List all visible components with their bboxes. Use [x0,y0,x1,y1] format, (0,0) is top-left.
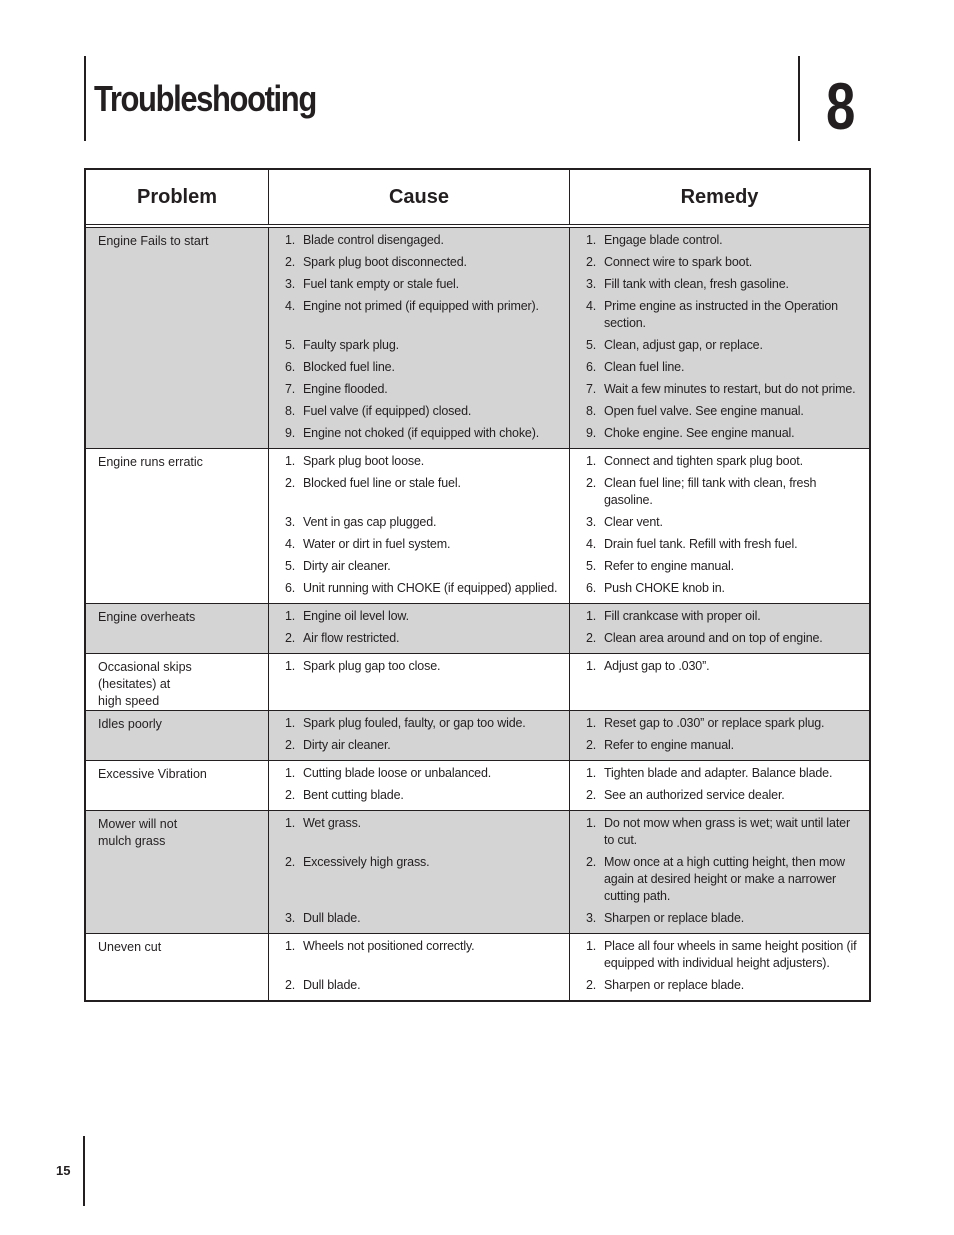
item-number: 8. [285,404,296,418]
remedy-text: Wait a few minutes to restart, but do not prime. [604,382,856,396]
cause-text: Fuel tank empty or stale fuel. [303,277,459,291]
column-header-remedy: Remedy [569,170,869,224]
chapter-number: 8 [826,69,856,143]
remedy-text: Connect and tighten spark plug boot. [604,454,803,468]
cause-item [268,761,569,787]
cause-text: Dirty air cleaner. [303,559,391,573]
cell-filler [268,695,569,711]
item-number: 8. [586,404,597,418]
remedy-text: Sharpen or replace blade. [604,978,745,992]
item-number: 2. [285,855,296,869]
item-number: 1. [586,939,597,953]
remedy-text: Clean fuel line. [604,360,685,374]
remedy-text: Engage blade control. [604,233,723,247]
item-number: 3. [285,515,296,529]
item-number: 9. [586,426,597,440]
cause-text: Unit running with CHOKE (if equipped) applied. [303,581,558,595]
problem-cell: Engine Fails to start [98,234,209,248]
cell-filler [268,652,569,653]
item-number: 6. [285,581,296,595]
item-number: 1. [586,816,597,830]
cause-item [268,254,569,276]
problem-cell: Occasional skips (hesitates) at high speed [98,660,192,708]
table-row [86,933,869,1000]
remedy-text: Reset gap to .030” or replace spark plug. [604,716,825,730]
item-number: 3. [586,515,597,529]
remedy-text: Clean area around and on top of engine. [604,631,823,645]
cause-item [268,854,569,910]
column-header-cause: Cause [268,170,569,224]
remedy-item [569,359,869,381]
item-number: 1. [586,716,597,730]
problem-cell: Mower will not mulch grass [98,817,178,848]
item-number: 5. [586,559,597,573]
cell-filler [268,809,569,810]
problem-cell: Idles poorly [98,717,162,731]
cause-item [268,337,569,359]
cause-text: Bent cutting blade. [303,788,404,802]
item-number: 2. [586,788,597,802]
item-number: 2. [285,631,296,645]
remedy-item [569,854,869,910]
cell-filler [268,759,569,760]
remedy-text: See an authorized service dealer. [604,788,785,802]
item-number: 1. [586,454,597,468]
cause-text: Faulty spark plug. [303,338,399,352]
item-number: 2. [586,476,597,490]
item-number: 2. [586,255,597,269]
remedy-item [569,254,869,276]
cause-text: Air flow restricted. [303,631,400,645]
cause-item [268,811,569,854]
cause-text: Spark plug gap too close. [303,659,441,673]
remedy-text: Refer to engine manual. [604,559,734,573]
table-header [86,170,869,228]
cause-text: Vent in gas cap plugged. [303,515,437,529]
cell-filler [569,809,869,810]
remedy-item [569,604,869,630]
remedy-item [569,580,869,602]
item-number: 1. [285,939,296,953]
remedy-item [569,711,869,737]
cause-text: Spark plug boot disconnected. [303,255,467,269]
cause-item [268,514,569,536]
cause-item [268,228,569,254]
remedy-text: Fill tank with clean, fresh gasoline. [604,277,789,291]
cause-item [268,934,569,977]
remedy-item [569,403,869,425]
remedy-text: Connect wire to spark boot. [604,255,753,269]
item-number: 9. [285,426,296,440]
cause-item [268,654,569,695]
cause-item [268,910,569,932]
column-header-problem: Problem [136,185,218,208]
item-number: 1. [285,454,296,468]
table-row [86,603,869,653]
item-number: 2. [285,788,296,802]
troubleshooting-table [84,168,871,1002]
problem-cell: Excessive Vibration [98,767,207,781]
item-number: 4. [285,537,296,551]
cell-filler [268,999,569,1000]
item-number: 3. [586,277,597,291]
cell-filler [268,602,569,603]
cause-item [268,536,569,558]
table-row [86,228,869,448]
cell-filler [569,932,869,933]
cause-text: Engine not choked (if equipped with choke). [303,426,540,440]
item-number: 6. [285,360,296,374]
remedy-text: Choke engine. See engine manual. [604,426,795,440]
item-number: 1. [586,659,597,673]
remedy-item [569,934,869,977]
item-number: 2. [586,855,597,869]
remedy-item [569,737,869,759]
cause-text: Spark plug fouled, faulty, or gap too wide. [303,716,526,730]
cell-filler [569,652,869,653]
item-number: 1. [586,766,597,780]
cause-text: Water or dirt in fuel system. [303,537,451,551]
remedy-text: Clear vent. [604,515,663,529]
cause-text: Blocked fuel line or stale fuel. [303,476,461,490]
chapter-rule [798,56,800,141]
remedy-item [569,381,869,403]
cause-text: Fuel valve (if equipped) closed. [303,404,472,418]
item-number: 5. [285,338,296,352]
cause-text: Blade control disengaged. [303,233,444,247]
cause-item [268,381,569,403]
item-number: 5. [586,338,597,352]
cause-item [268,977,569,999]
cause-item [268,711,569,737]
cause-text: Dull blade. [303,911,361,925]
cause-text: Wheels not positioned correctly. [303,939,475,953]
cause-item [268,604,569,630]
remedy-text: Prime engine as instructed in the Operation section. [604,299,838,330]
item-number: 4. [586,299,597,313]
cause-text: Engine not primed (if equipped with primer). [303,299,539,313]
item-number: 3. [285,277,296,291]
item-number: 4. [586,537,597,551]
remedy-item [569,977,869,999]
remedy-item [569,425,869,447]
cause-item [268,449,569,475]
cause-text: Engine oil level low. [303,609,409,623]
remedy-item [569,654,869,695]
item-number: 1. [285,659,296,673]
cause-text: Engine flooded. [303,382,388,396]
problem-cell: Uneven cut [98,940,162,954]
cause-item [268,425,569,447]
remedy-text: Refer to engine manual. [604,738,734,752]
item-number: 7. [285,382,296,396]
cause-text: Dull blade. [303,978,361,992]
cause-text: Cutting blade loose or unbalanced. [303,766,492,780]
item-number: 2. [586,738,597,752]
remedy-text: Clean fuel line; fill tank with clean, fresh gasoline. [604,476,817,507]
item-number: 1. [285,609,296,623]
remedy-text: Do not mow when grass is wet; wait until later to cut. [604,816,850,847]
cause-text: Excessively high grass. [303,855,430,869]
item-number: 1. [285,816,296,830]
remedy-text: Fill crankcase with proper oil. [604,609,761,623]
remedy-item [569,558,869,580]
item-number: 2. [285,255,296,269]
remedy-item [569,787,869,809]
remedy-item [569,910,869,932]
remedy-item [569,228,869,254]
remedy-text: Drain fuel tank. Refill with fresh fuel. [604,537,798,551]
problem-cell: Engine overheats [98,610,196,624]
remedy-item [569,449,869,475]
cause-item [268,630,569,652]
item-number: 1. [285,766,296,780]
remedy-text: Clean, adjust gap, or replace. [604,338,763,352]
item-number: 2. [285,476,296,490]
problem-cell: Engine runs erratic [98,455,203,469]
remedy-text: Sharpen or replace blade. [604,911,745,925]
footer-rule [83,1136,85,1206]
cell-filler [569,602,869,603]
cause-item [268,403,569,425]
title-rule [84,56,86,141]
table-row [86,710,869,760]
cause-text: Dirty air cleaner. [303,738,391,752]
page-number: 15 [56,1163,71,1178]
item-number: 6. [586,360,597,374]
remedy-item [569,514,869,536]
item-number: 1. [586,233,597,247]
item-number: 2. [586,978,597,992]
cell-filler [569,695,869,711]
cell-filler [569,759,869,760]
cause-text: Blocked fuel line. [303,360,395,374]
cause-item [268,580,569,602]
cause-item [268,737,569,759]
table-row [86,653,869,710]
cause-item [268,276,569,298]
cause-item [268,298,569,337]
cell-filler [268,447,569,448]
item-number: 1. [586,609,597,623]
table-row [86,448,869,603]
page-title: Troubleshooting [94,78,316,119]
cause-item [268,359,569,381]
remedy-item [569,276,869,298]
remedy-item [569,337,869,359]
cell-filler [569,999,869,1000]
item-number: 5. [285,559,296,573]
item-number: 2. [285,738,296,752]
cause-item [268,558,569,580]
item-number: 2. [285,978,296,992]
cause-item [268,475,569,514]
cell-filler [268,932,569,933]
cause-text: Spark plug boot loose. [303,454,425,468]
table-row [86,810,869,933]
remedy-text: Open fuel valve. See engine manual. [604,404,804,418]
remedy-item [569,298,869,337]
cause-item [268,787,569,809]
item-number: 4. [285,299,296,313]
table-body [86,228,869,1000]
item-number: 3. [285,911,296,925]
remedy-text: Push CHOKE knob in. [604,581,725,595]
table-row [86,760,869,810]
remedy-item [569,811,869,854]
cause-text: Wet grass. [303,816,362,830]
item-number: 6. [586,581,597,595]
item-number: 7. [586,382,597,396]
remedy-item [569,475,869,514]
remedy-item [569,630,869,652]
remedy-text: Adjust gap to .030”. [604,659,710,673]
remedy-text: Mow once at a high cutting height, then mow again at desired height or make a narrower cutting path. [604,855,845,903]
item-number: 1. [285,233,296,247]
cell-filler [569,447,869,448]
item-number: 1. [285,716,296,730]
remedy-item [569,761,869,787]
remedy-text: Tighten blade and adapter. Balance blade. [604,766,833,780]
item-number: 3. [586,911,597,925]
item-number: 2. [586,631,597,645]
remedy-item [569,536,869,558]
remedy-text: Place all four wheels in same height position (if equipped with individual height adjusters). [604,939,857,970]
